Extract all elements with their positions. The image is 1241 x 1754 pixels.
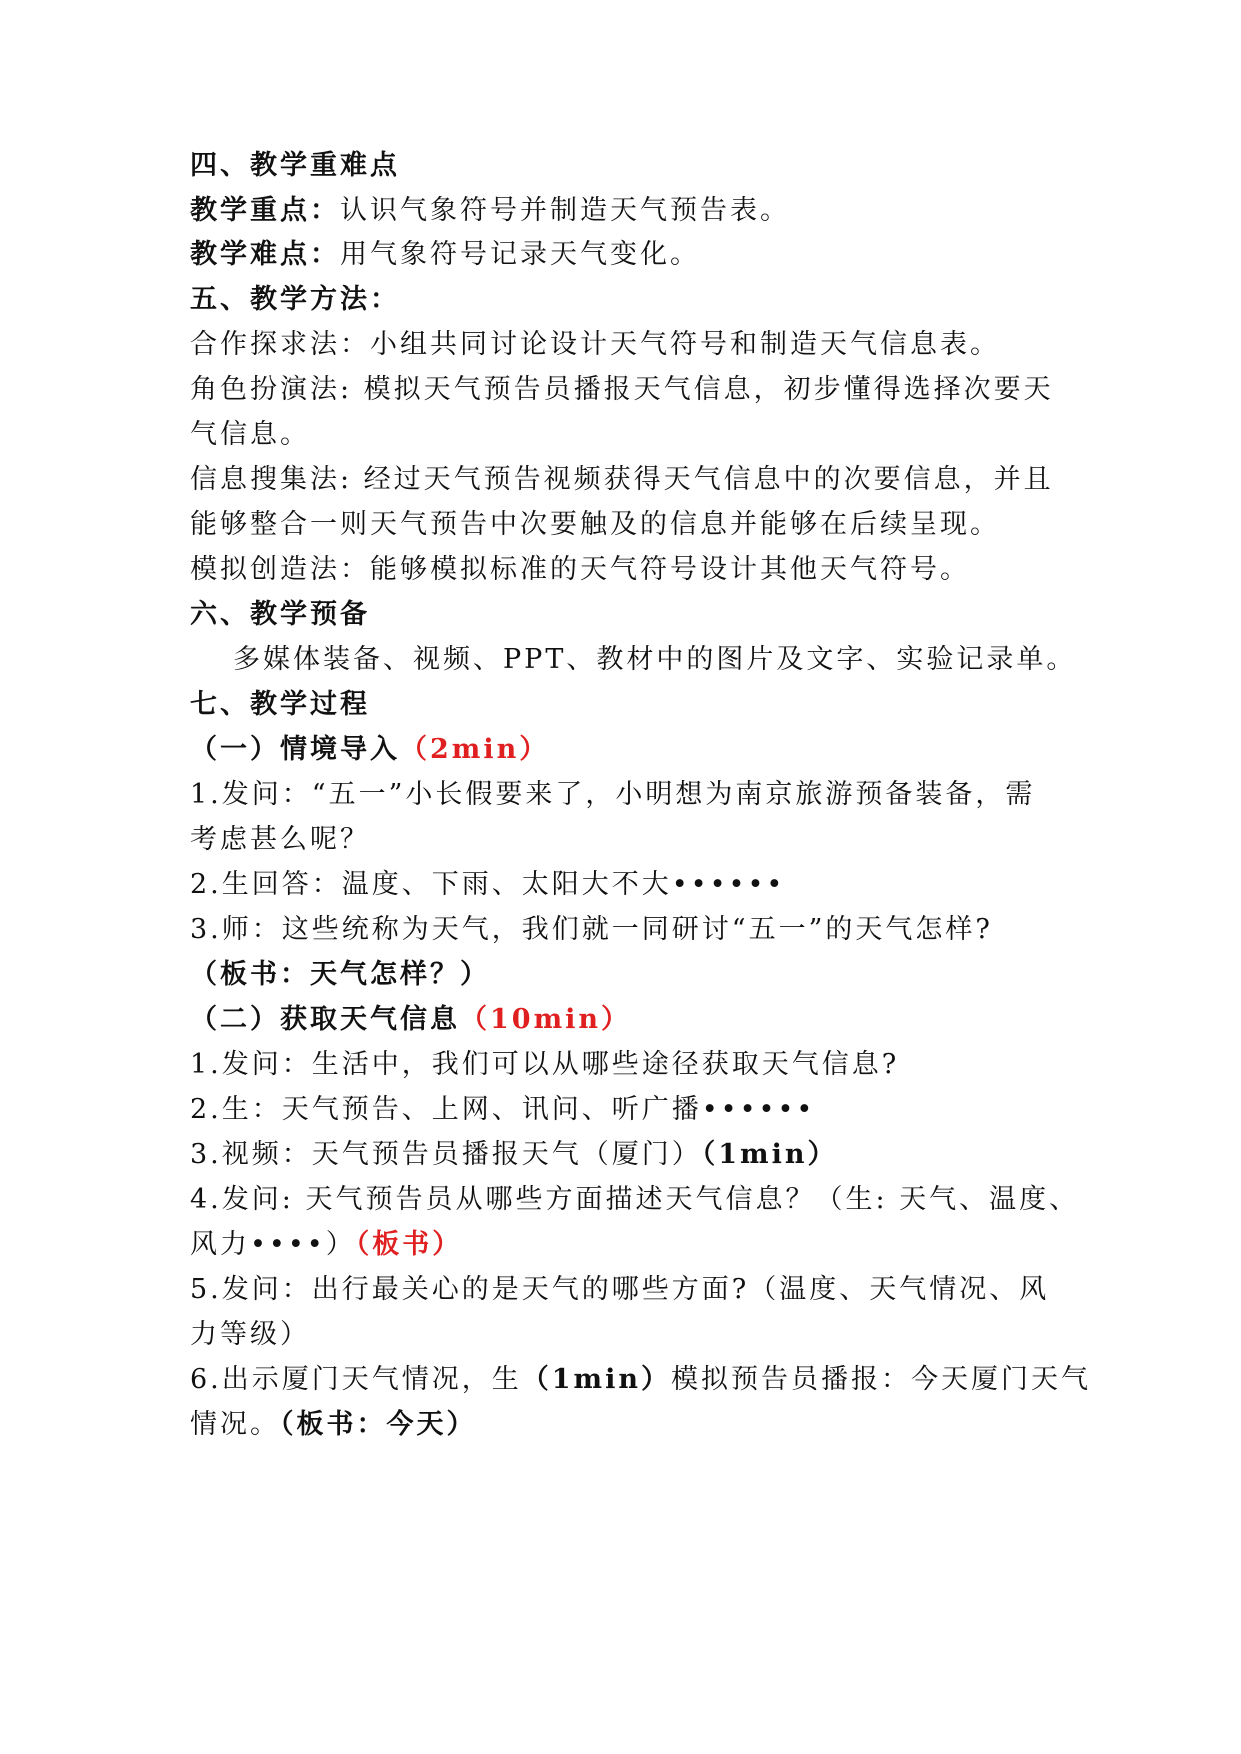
part-2-step-6-text-a: 6.出示厦门天气情况，生 [190, 1364, 522, 1395]
part-1-board-note: （板书：天气怎样？） [190, 959, 490, 990]
part-2-time: （10min） [460, 1004, 632, 1035]
section-5-title: 五、教学方法： [190, 284, 400, 315]
preparation-text: 多媒体装备、视频、PPT、教材中的图片及文字、实验记录单。 [233, 644, 1077, 675]
part-2-step-6-text-c: 情况。 [190, 1409, 280, 1440]
part-2-step-3-time: （1min） [701, 1139, 838, 1170]
part-2-step-4-text: 风力••••） [190, 1229, 356, 1260]
part-2-step-5-line2: 力等级） [190, 1319, 310, 1350]
part-2-step-3 [190, 1137, 1060, 1173]
section-6-title: 六、教学预备 [190, 599, 370, 630]
method-cooperative: 合作探求法：小组共同讨论设计天气符号和制造天气信息表。 [190, 329, 1000, 360]
method-roleplay-line2: 气信息。 [190, 419, 310, 450]
part-2-step-2: 2.生：天气预告、上网、讯问、听广播•••••• [190, 1094, 816, 1125]
part-2-step-3-text: 3.视频：天气预告员播报天气（厦门） [190, 1139, 702, 1170]
method-info-line2: 能够整合一则天气预告中次要触及的信息并能够在后续呈现。 [190, 509, 1000, 540]
method-simulation: 模拟创造法：能够模拟标准的天气符号设计其他天气符号。 [190, 554, 970, 585]
part-2-step-6-line2 [190, 1407, 1060, 1443]
part-2-heading [190, 1002, 1060, 1038]
part-2-step-4-board: （板书） [355, 1229, 463, 1260]
section-4-title: 四、教学重难点 [190, 150, 400, 181]
part-1-step-2: 2.生回答：温度、下雨、太阳大不大•••••• [190, 869, 786, 900]
part-2-title: （二）获取天气信息 [190, 1004, 460, 1035]
key-point-text: 认识气象符号并制造天气预告表。 [340, 195, 790, 226]
difficulty-text: 用气象符号记录天气变化。 [340, 239, 700, 270]
part-1-title: （一）情境导入 [190, 734, 400, 765]
part-2-step-1: 1.发问：生活中，我们可以从哪些途径获取天气信息? [190, 1049, 900, 1080]
part-2-step-6-time: （1min） [521, 1364, 672, 1395]
method-info-line1: 信息搜集法: 经过天气预告视频获得天气信息中的次要信息，并且 [190, 464, 1054, 495]
part-2-step-6-line1 [190, 1362, 1092, 1398]
key-point-label: 教学重点： [190, 195, 340, 226]
part-2-step-6-text-b: 模拟预告员播报：今天厦门天气 [671, 1364, 1092, 1395]
part-2-step-4-line2 [190, 1227, 1060, 1263]
part-2-step-5-line1: 5.发问：出行最关心的是天气的哪些方面?（温度、天气情况、风 [190, 1274, 1050, 1305]
part-1-heading [190, 732, 1060, 768]
teaching-key-point [190, 193, 1060, 229]
part-2-step-4-line1: 4.发问: 天气预告员从哪些方面描述天气信息？（生: 天气、温度、 [190, 1184, 1080, 1215]
part-1-step-1-line1: 1.发问：“五一”小长假要来了，小明想为南京旅游预备装备，需 [190, 779, 1036, 810]
part-1-step-1-line2: 考虑甚么呢？ [190, 824, 370, 855]
difficulty-label: 教学难点： [190, 239, 340, 270]
method-roleplay-line1: 角色扮演法: 模拟天气预告员播报天气信息，初步懂得选择次要天 [190, 374, 1054, 405]
part-1-time: （2min） [400, 734, 550, 765]
teaching-difficulty [190, 237, 1060, 273]
part-2-step-6-board: （板书：今天） [280, 1409, 477, 1440]
part-1-step-3: 3.师：这些统称为天气，我们就一同研讨“五一”的天气怎样? [190, 914, 993, 945]
section-7-title: 七、教学过程 [190, 689, 370, 720]
